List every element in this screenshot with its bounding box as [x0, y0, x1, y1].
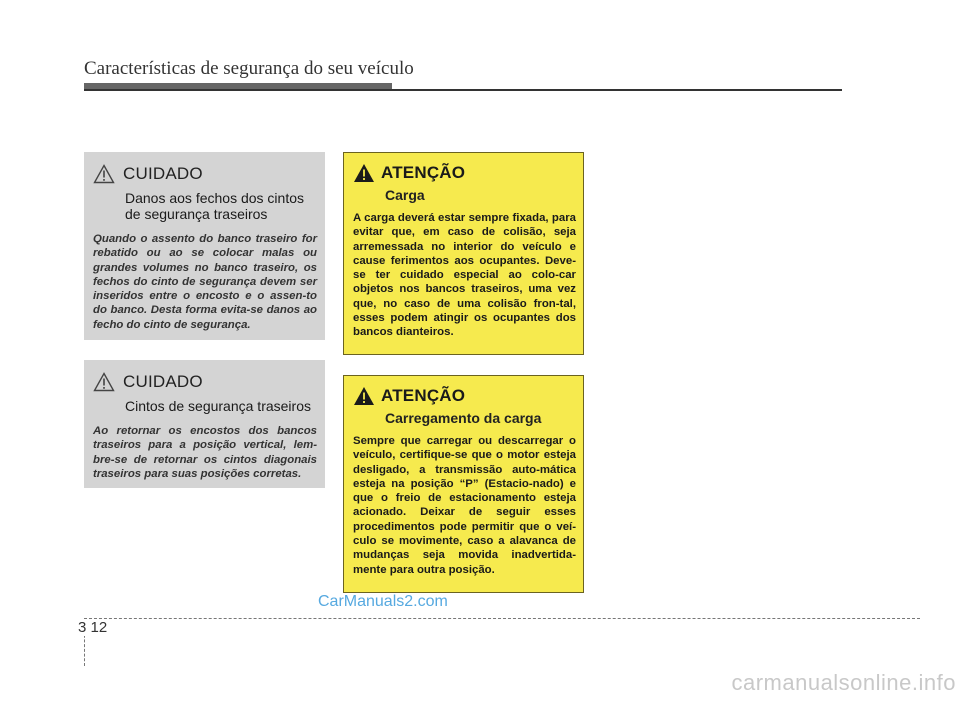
page-number: 3 12 — [74, 619, 111, 636]
caution-subtitle: Cintos de segurança traseiros — [125, 398, 311, 414]
caution-title: CUIDADO — [123, 372, 203, 391]
warning-subtitle: Carga — [385, 187, 425, 203]
warning-triangle-filled-icon — [353, 163, 375, 183]
caution-header — [93, 372, 317, 392]
warning-body: A carga deverá estar sempre fixada, para evitar que, em caso de colisão, seja arremessada no interior do veículo e cause ferimentos aos ocupantes. Deve-se ter cuidado especial ao colo-car objetos nos bancos traseiros, uma vez que, no caso de uma colisão fron-tal, esses podem atingir os ocupantes dos bancos dianteiros. — [353, 212, 576, 339]
warning-box-loading-cargo — [343, 375, 584, 593]
caution-box-seatbelt-buckles — [84, 152, 325, 340]
section-title: Características de segurança do seu veículo — [84, 58, 414, 79]
watermark-text: carmanualsonline.info — [731, 670, 956, 695]
warning-header — [353, 386, 576, 406]
watermark-link[interactable]: CarManuals2.com — [318, 593, 448, 610]
warning-body: Sempre que carregar ou descarregar o veículo, certifique-se que o motor esteja desligado, a transmissão auto-mática esteja na posição “P” (Estacio-nado) e que o freio de estacionamento esteja acionado. Deixar de seguir esses procedimentos pode permitir que o veí-culo se movimente, caso a alavanca de mudanças seja movida inadvertida-mente para outra posição. — [353, 435, 576, 576]
warning-title: ATENÇÃO — [381, 163, 466, 182]
warning-title: ATENÇÃO — [381, 386, 466, 405]
caution-title: CUIDADO — [123, 164, 203, 183]
warning-box-cargo — [343, 152, 584, 355]
footer-rule — [84, 618, 920, 619]
caution-body: Ao retornar os encostos dos bancos traseiros para a posição vertical, lem-bre-se de retornar os cintos diagonais traseiros para suas posições corretas. — [93, 425, 317, 480]
warning-triangle-filled-icon — [353, 386, 375, 406]
warning-header — [353, 163, 576, 183]
caution-subtitle: Danos aos fechos dos cintos de segurança traseiros — [125, 190, 304, 222]
caution-box-rear-seatbelts — [84, 360, 325, 488]
warning-triangle-outline-icon — [93, 164, 115, 184]
caution-body: Quando o assento do banco traseiro for rebatido ou ao se colocar malas ou grandes volumes no banco traseiro, os fechos do cinto de segurança devem ser inseridos entre o encosto e o assen-to do banco. Desta forma evita-se danos ao fecho do cinto de segurança. — [93, 233, 317, 331]
warning-subtitle: Carregamento da carga — [385, 410, 542, 426]
warning-triangle-outline-icon — [93, 372, 115, 392]
header-rule — [84, 89, 842, 91]
caution-header — [93, 164, 317, 184]
